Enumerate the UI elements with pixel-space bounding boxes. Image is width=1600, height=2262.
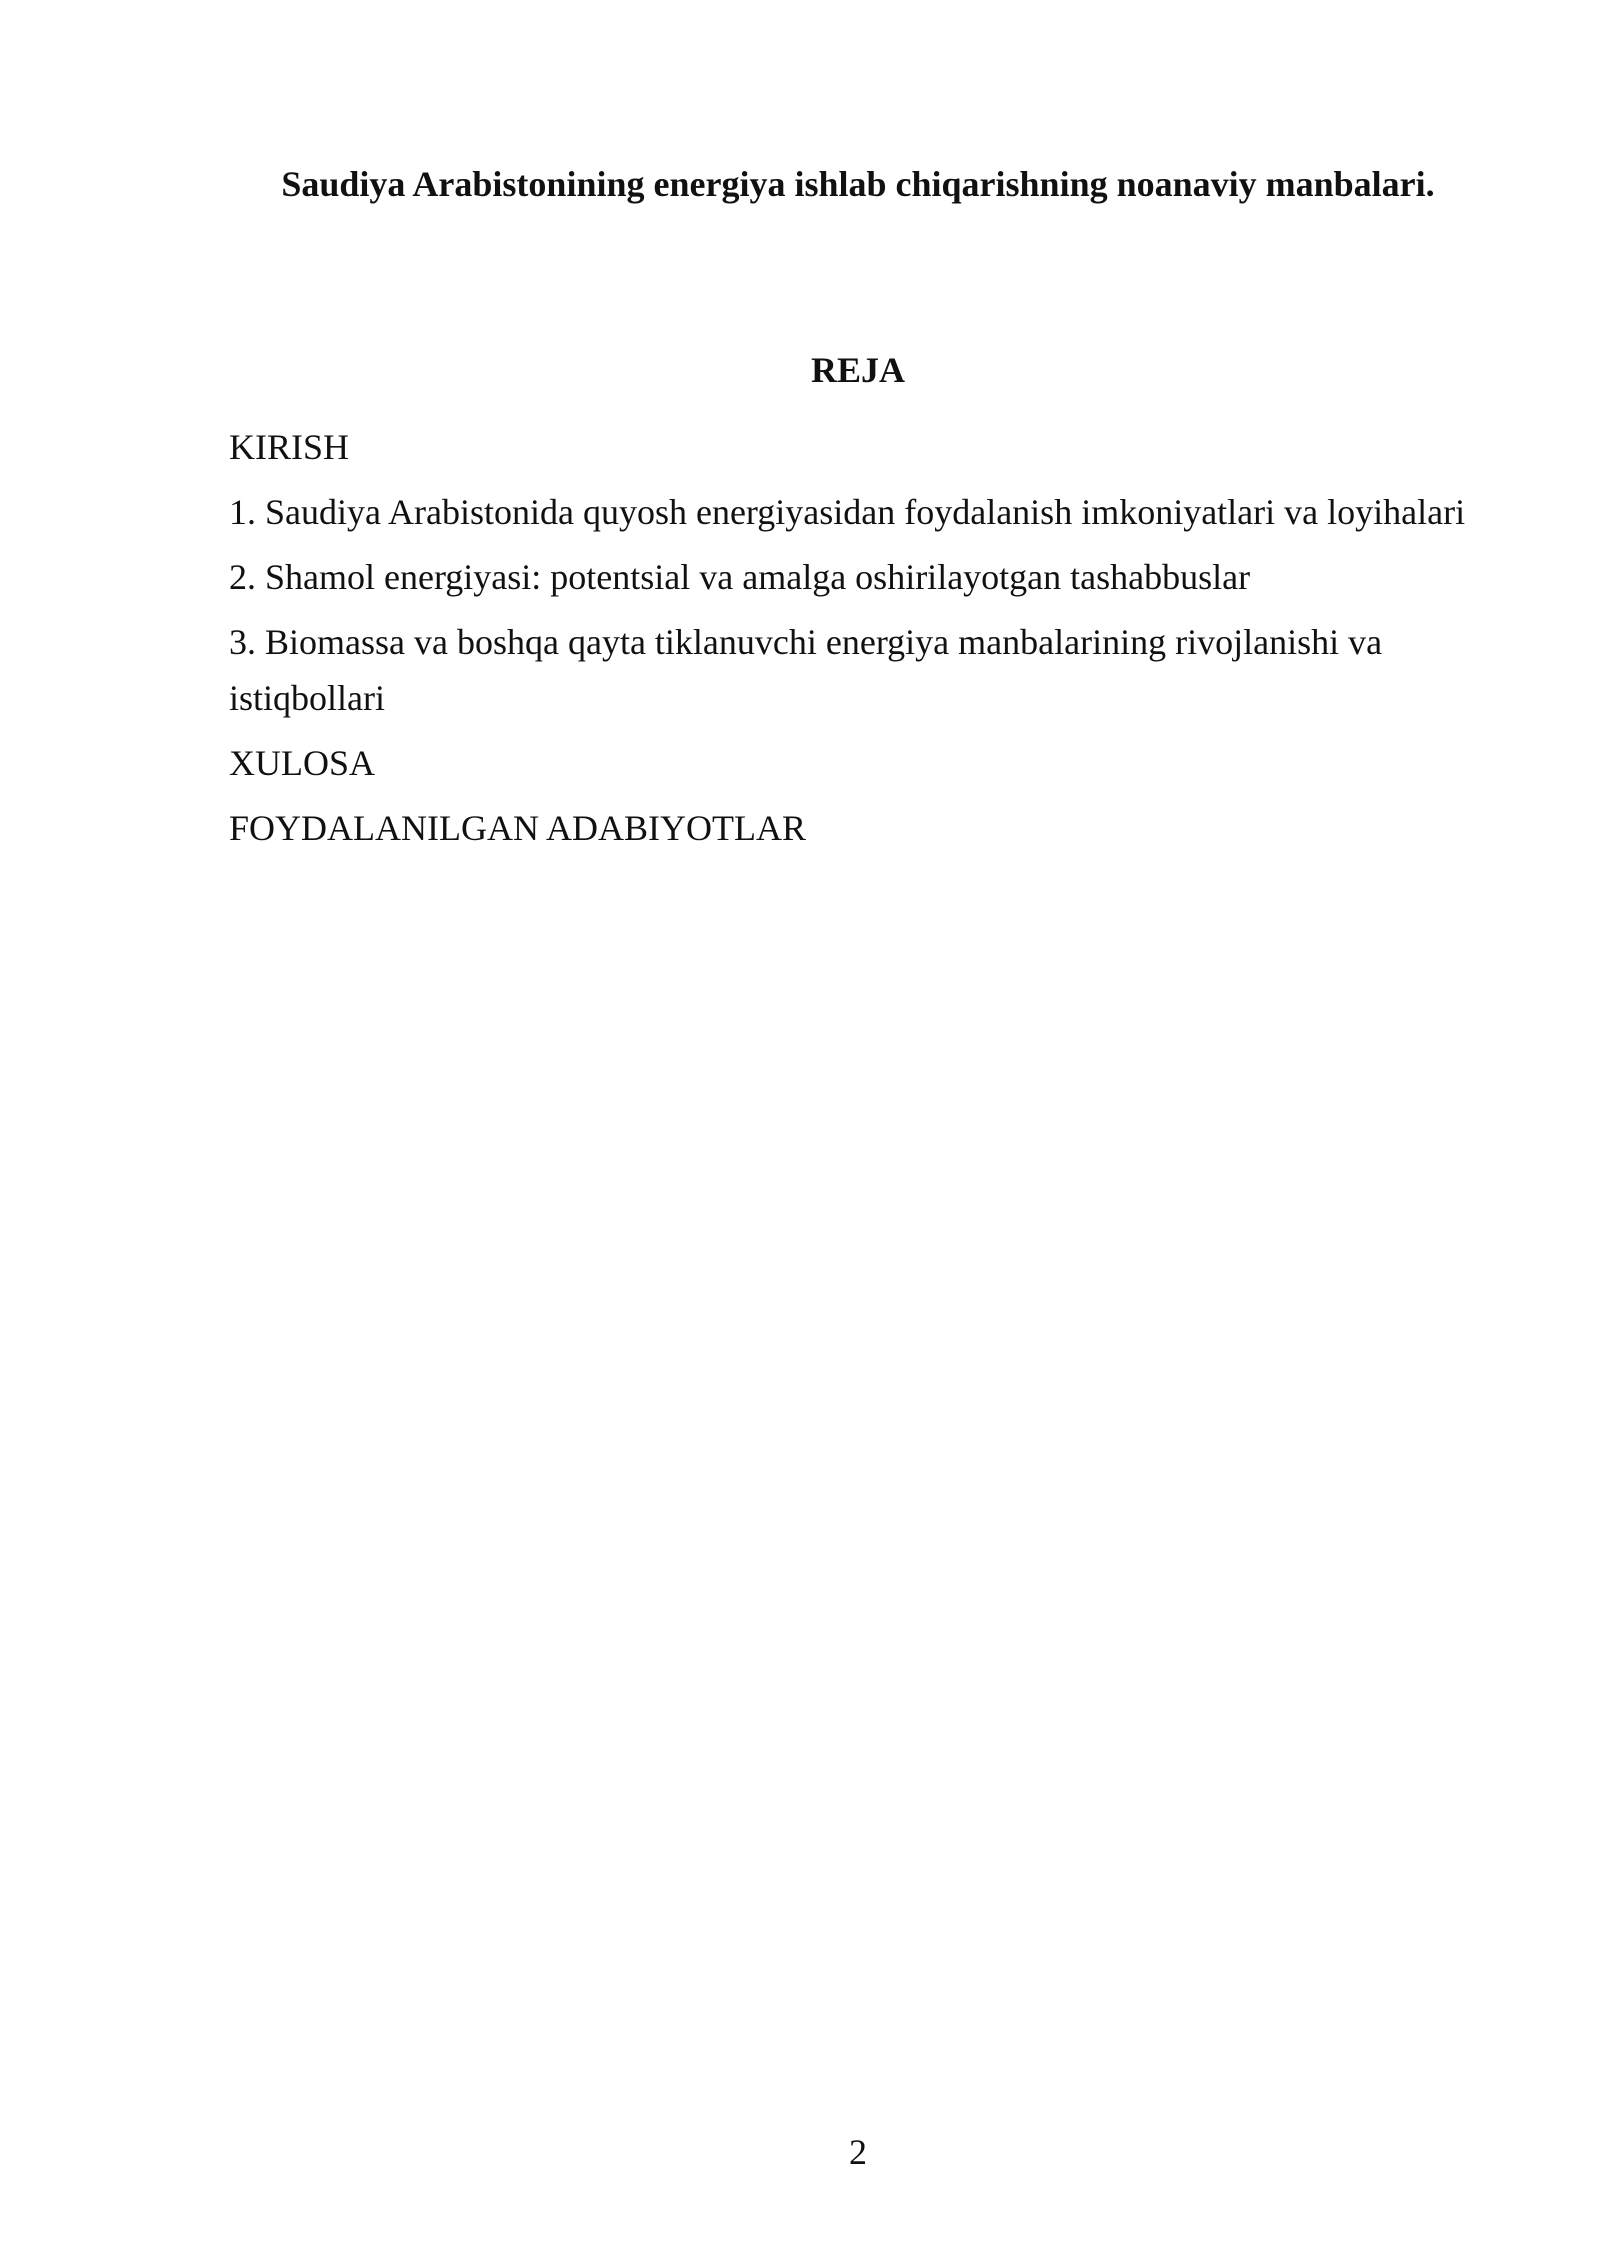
plan-list [229,419,1469,865]
plan-item-conclusion: XULOSA [229,743,376,783]
page-number: 2 [849,2132,867,2172]
plan-item-solar-energy: 1. Saudiya Arabistonida quyosh energiyasidan foydalanish imkoniyatlari va loyihalari [229,492,1466,532]
plan-item-wind-energy: 2. Shamol energiyasi: potentsial va amalga oshirilayotgan tashabbuslar [229,557,1251,597]
document-title: Saudiya Arabistonining energiya ishlab chiqarishning noanaviy manbalari. [281,164,1435,204]
plan-heading: REJA [810,350,905,390]
plan-item-references: FOYDALANILGAN ADABIYOTLAR [229,808,806,848]
plan-item-biomass: 3. Biomassa va boshqa qayta tiklanuvchi energiya manbalarining rivojlanishi va istiqbollari [229,622,1383,718]
plan-item-introduction: KIRISH [229,427,350,467]
